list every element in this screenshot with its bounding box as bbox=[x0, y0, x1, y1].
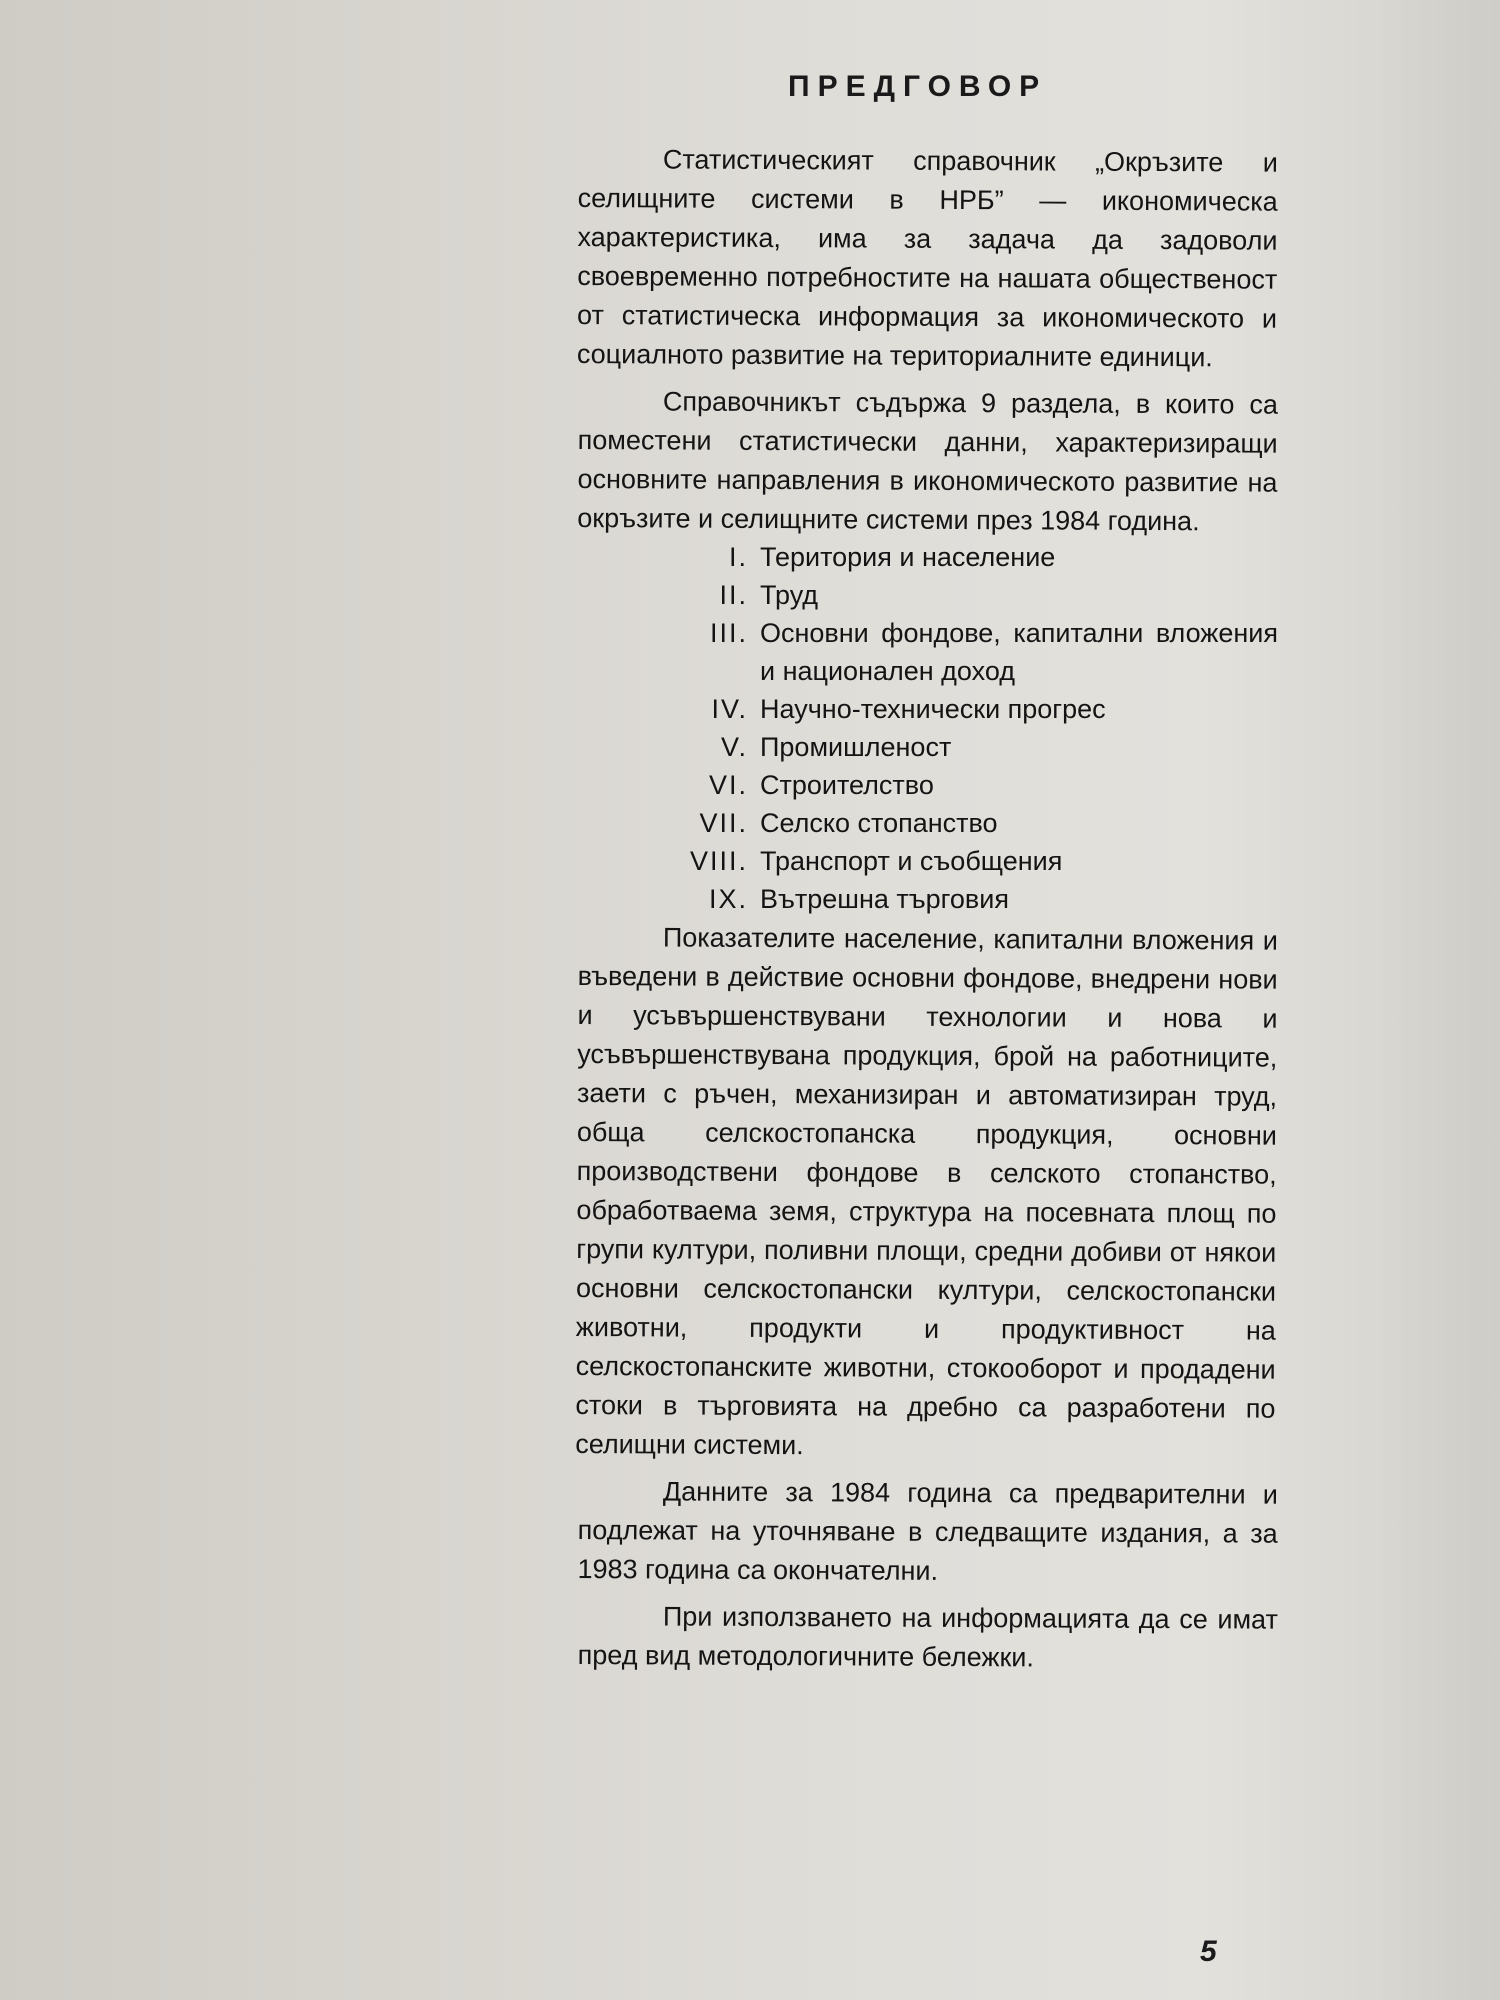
page-edge-shadow bbox=[1380, 0, 1500, 2000]
section-number: VI. bbox=[708, 770, 748, 800]
page-number: 5 bbox=[1200, 1935, 1217, 1968]
section-number: III. bbox=[709, 618, 748, 648]
section-item bbox=[648, 614, 1278, 690]
paragraph-usage-note: При използването на информацията да се имат пред вид методологичните бележки. bbox=[577, 1601, 1278, 1673]
paragraph-indicators: Показателите население, капитални вложения и въведени в действие основни фондове, внедрени нови и усъвършенствувани технологии и нова и усъвършенствувана продукция, брой на работниците, заети с ръчен, механизиран и автоматизиран труд, обща селскостопанска продукция, основни производствени фондове в селското стопанство, обработваема земя, структура на посевната площ по групи култури, поливни площи, средни добиви от някои основни селскостопански култури, селскостопански животни, продукти и продуктивност на селскостопанските животни, стокооборот и продадени стоки в търговията на дребно са разработени по селищни системи. bbox=[575, 922, 1278, 1461]
section-item bbox=[648, 804, 1278, 842]
section-item bbox=[648, 880, 1278, 918]
section-item bbox=[648, 690, 1278, 728]
section-title: Вътрешна търговия bbox=[760, 884, 1009, 914]
section-number: I. bbox=[728, 542, 748, 572]
paragraph-intro: Статистическият справочник „Окръзите и селищните системи в НРБ” — икономическа характеристика, има за задача да задоволи своевременно потребностите на нашата общественост от статистическа информация за икономическото и социалното развитие на териториалните единици. bbox=[576, 144, 1278, 373]
section-number: V. bbox=[720, 732, 748, 762]
section-item bbox=[648, 538, 1278, 576]
section-title: Труд bbox=[760, 580, 819, 610]
text-column bbox=[575, 70, 1278, 1675]
section-item bbox=[648, 842, 1278, 880]
section-number: IX. bbox=[708, 884, 748, 914]
section-item bbox=[648, 766, 1278, 804]
section-number: VIII. bbox=[689, 846, 748, 876]
section-title: Селско стопанство bbox=[760, 808, 998, 838]
paragraph-data-status: Данните за 1984 година са предварителни и подлежат на уточняване в следващите издания, а за 1983 година са окончателни. bbox=[577, 1476, 1278, 1586]
section-title: Територия и население bbox=[760, 542, 1056, 572]
page-heading: ПРЕДГОВОР bbox=[788, 70, 1048, 103]
section-title: Промишленост bbox=[760, 732, 952, 762]
section-title: Строителство bbox=[760, 770, 934, 800]
section-item bbox=[648, 728, 1278, 766]
section-title: Научно-технически прогрес bbox=[760, 694, 1106, 724]
paragraph-sections-intro: Справочникът съдържа 9 раздела, в които са поместени статистически данни, характеризиращи основните направления в икономическото развитие на окръзите и селищните системи през 1984 година. bbox=[577, 386, 1278, 537]
section-title: Транспорт и съобщения bbox=[760, 846, 1063, 876]
section-list bbox=[578, 538, 1278, 918]
section-title: Основни фондове, капитални вложения и национален доход bbox=[760, 618, 1278, 686]
section-number: II. bbox=[719, 580, 748, 610]
section-item bbox=[648, 576, 1278, 614]
section-number: VII. bbox=[699, 808, 748, 838]
section-number: IV. bbox=[711, 694, 748, 724]
